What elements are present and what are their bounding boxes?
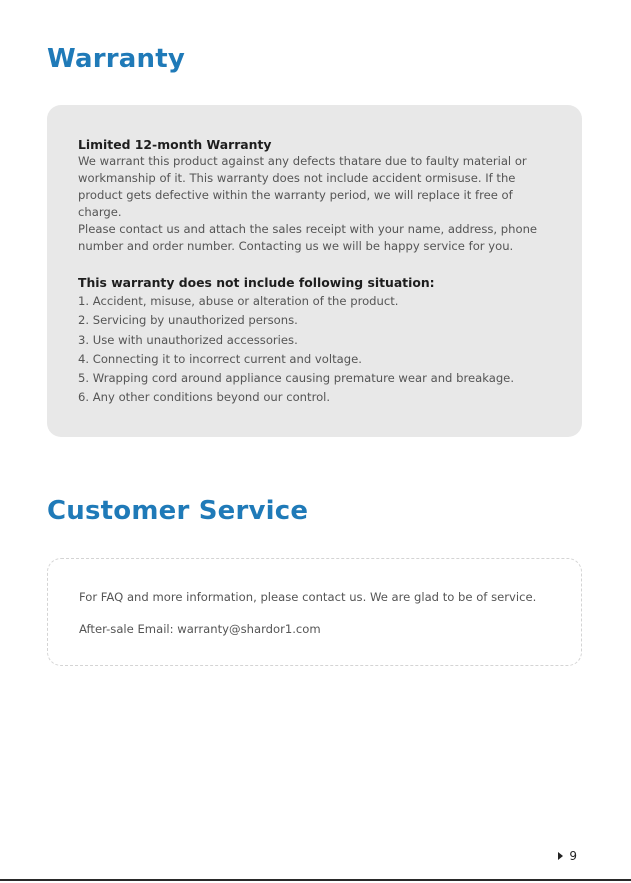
spacer (78, 255, 552, 274)
exclusions-list (78, 292, 552, 408)
list-item: 5. Wrapping cord around appliance causing premature wear and breakage. (78, 371, 515, 386)
warranty-heading: Limited 12-month Warranty (78, 137, 272, 152)
warranty-paragraph-1: We warrant this product against any defects thatare due to faulty material or workmanship of it. This warranty does not include accident ormisuse. If the product gets defective within the warranty period, we will replace it free of charge. (78, 154, 527, 219)
exclusions-heading: This warranty does not include following situation: (78, 275, 435, 290)
list-item: 4. Connecting it to incorrect current and voltage. (78, 351, 362, 366)
list-item: 6. Any other conditions beyond our control. (78, 390, 331, 405)
warranty-box (47, 105, 582, 437)
warranty-title: Warranty (47, 44, 185, 74)
page-number (558, 849, 577, 863)
customer-service-title: Customer Service (47, 496, 309, 526)
list-item: 3. Use with unauthorized accessories. (78, 332, 298, 347)
customer-service-box (47, 558, 582, 666)
service-email-text: After-sale Email: warranty@shardor1.com (79, 622, 321, 636)
list-item: 2. Servicing by unauthorized persons. (78, 313, 298, 328)
page-number-text: 9 (569, 849, 577, 863)
triangle-right-icon (558, 852, 563, 860)
list-item: 1. Accident, misuse, abuse or alteration of the product. (78, 294, 399, 308)
warranty-paragraph-2: Please contact us and attach the sales receipt with your name, address, phone number and order number. Contacting us we will be happy service for you. (78, 222, 538, 253)
service-info-text: For FAQ and more information, please contact us. We are glad to be of service. (79, 590, 537, 604)
bottom-rule (0, 879, 631, 881)
